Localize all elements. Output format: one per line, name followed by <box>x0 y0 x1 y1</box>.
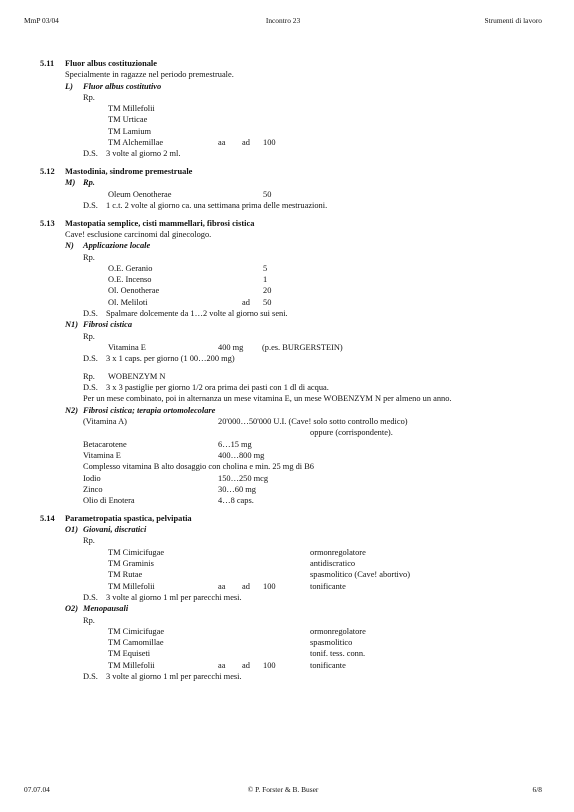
ingredient-qty: 1 <box>263 275 268 285</box>
ingredient: TM Urticae <box>108 115 148 125</box>
ingredient: O.E. Incenso <box>108 275 152 285</box>
ingredient-qty: 50 <box>263 189 272 199</box>
section-number: 5.11 <box>40 59 55 68</box>
section-number: 5.12 <box>40 167 55 177</box>
ingredient: Ol. Meliloti <box>108 297 148 307</box>
section-note: Cave! esclusione carcinomi dal ginecologo. <box>65 229 212 239</box>
ingredient: O.E. Geranio <box>108 263 153 273</box>
supplement-dose: 4…8 caps. <box>218 496 254 506</box>
ingredient: Ol. Oenotherae <box>108 286 160 296</box>
recipe-label: Rp. <box>83 331 95 341</box>
subsection-label: O2) <box>65 604 79 614</box>
supplement-dose: 6…15 mg <box>218 439 252 449</box>
dosage-text: 3 x 1 caps. per giorno (1 00…200 mg) <box>106 354 235 364</box>
supplement-dose: 150…250 mcg <box>218 473 269 483</box>
ingredient: Vitamina E <box>108 342 146 352</box>
ingredient-qty: 20 <box>263 286 272 296</box>
ingredient-ad: ad <box>242 138 250 148</box>
dosage-text: 3 volte al giorno 1 ml per parecchi mesi. <box>106 672 242 681</box>
dosage-label: D.S. <box>83 383 98 393</box>
ingredient-effect: antidiscratico <box>310 559 356 569</box>
supplement-name: Betacarotene <box>83 439 127 449</box>
ingredient-qty: 50 <box>263 297 272 307</box>
header-course: MmP 03/04 <box>24 16 59 25</box>
ingredient: TM Cimicifugae <box>108 626 165 636</box>
header-meeting: Incontro 23 <box>265 16 301 25</box>
subsection-title: Giovani, discratici <box>83 525 147 535</box>
ingredient-effect: ormonregolatore <box>310 626 366 636</box>
usage-note: Per un mese combinato, poi in alternanza un mese vitamina E, un mese WOBENZYM N per almeno un anno. <box>83 394 452 404</box>
recipe-label: Rp. <box>83 371 95 381</box>
dosage-label: D.S. <box>83 592 98 602</box>
ingredient-ad: ad <box>242 660 250 670</box>
recipe-label: Rp. <box>83 536 95 546</box>
subsection-label: N1) <box>65 320 79 330</box>
ingredient: TM Rutae <box>108 570 143 580</box>
recipe-label: Rp. <box>83 615 95 625</box>
dosage-label: D.S. <box>83 672 98 681</box>
dosage-label: D.S. <box>83 149 98 159</box>
dosage-text: Spalmare dolcemente da 1…2 volte al giorno sui seni. <box>106 309 288 319</box>
supplement-dose: 20'000…50'000 U.I. (Cave! solo sotto controllo medico) <box>218 417 408 427</box>
subsection-title: Applicazione locale <box>83 241 151 251</box>
ingredient: TM Graminis <box>108 559 154 569</box>
header-section: Strumenti di lavoro <box>484 16 542 25</box>
ingredient-aa: aa <box>218 138 226 148</box>
ingredient: TM Millefolii <box>108 660 155 670</box>
subsection-label: L) <box>65 81 73 91</box>
supplement-name: Complesso vitamina B alto dosaggio con cholina e min. 25 mg di B6 <box>83 462 314 472</box>
section-5-11 <box>40 58 540 160</box>
section-title: Parametropatia spastica, pelvipatia <box>65 513 192 523</box>
dosage-label: D.S. <box>83 200 98 210</box>
dosage-text: 3 volte al giorno 1 ml per parecchi mesi. <box>106 592 242 602</box>
ingredient: TM Millefolii <box>108 104 155 114</box>
subsection-label: N2) <box>65 405 79 415</box>
section-title: Fluor albus costituzionale <box>65 59 157 68</box>
ingredient: WOBENZYM N <box>108 371 166 381</box>
supplement-name: Vitamina E <box>83 450 121 460</box>
ingredient: Oleum Oenotherae <box>108 189 172 199</box>
ingredient-effect: tonificante <box>310 581 346 591</box>
footer-page-number: 6/8 <box>532 785 542 794</box>
ingredient-effect: spasmolitico (Cave! abortivo) <box>310 570 411 580</box>
supplement-name: Zinco <box>83 484 103 494</box>
document-body <box>40 58 540 682</box>
section-number: 5.13 <box>40 218 55 228</box>
supplement-name: Olio di Enotera <box>83 496 135 506</box>
dosage-label: D.S. <box>83 309 98 319</box>
subsection-label: M) <box>65 178 76 188</box>
ingredient-qty: 100 <box>263 581 276 591</box>
dosage-text: 3 volte al giorno 2 ml. <box>106 149 181 159</box>
section-5-13 <box>40 218 540 507</box>
ingredient-effect: spasmolitico <box>310 638 353 648</box>
supplement-name: Iodio <box>83 473 101 483</box>
section-5-14 <box>40 513 540 682</box>
ingredient-effect: tonif. tess. conn. <box>310 649 366 659</box>
section-note: Specialmente in ragazze nel periodo premestruale. <box>65 70 234 80</box>
dosage-text: 3 x 3 pastiglie per giorno 1/2 ora prima dei pasti con 1 dl di acqua. <box>106 383 329 393</box>
subsection-label: O1) <box>65 525 79 535</box>
section-number: 5.14 <box>40 513 55 523</box>
dosage-label: D.S. <box>83 354 98 364</box>
supplement-dose: oppure (corrispondente). <box>310 428 393 438</box>
subsection-title: Rp. <box>83 178 95 188</box>
ingredient: TM Cimicifugae <box>108 547 165 557</box>
ingredient: TM Camomillae <box>108 638 164 648</box>
subsection-title: Fibrosi cistica <box>83 320 133 330</box>
ingredient-aa: aa <box>218 660 226 670</box>
ingredient-effect: ormonregolatore <box>310 547 366 557</box>
supplement-name: (Vitamina A) <box>83 417 127 427</box>
ingredient-qty: 5 <box>263 263 268 273</box>
section-5-12 <box>40 166 540 211</box>
dosage-text: 1 c.t. 2 volte al giorno ca. una settimana prima delle mestruazioni. <box>106 200 328 210</box>
ingredient-dose: 400 mg <box>218 342 244 352</box>
brand-note: (p.es. BURGERSTEIN) <box>262 342 343 352</box>
footer-date: 07.07.04 <box>24 785 50 794</box>
footer-copyright: © P. Forster & B. Buser <box>247 785 319 794</box>
ingredient-ad: ad <box>242 297 250 307</box>
section-title: Mastodinia, sindrome premestruale <box>65 167 193 177</box>
ingredient-ad: ad <box>242 581 250 591</box>
subsection-title: Fibrosi cistica; terapia ortomolecolare <box>83 405 216 415</box>
ingredient-qty: 100 <box>263 138 276 148</box>
ingredient: TM Equiseti <box>108 649 151 659</box>
subsection-label: N) <box>65 241 74 251</box>
ingredient: TM Alchemillae <box>108 138 164 148</box>
ingredient-aa: aa <box>218 581 226 591</box>
subsection-title: Menopausali <box>83 604 129 614</box>
recipe-label: Rp. <box>83 252 95 262</box>
ingredient: TM Millefolii <box>108 581 155 591</box>
subsection-title: Fluor albus costitutivo <box>83 81 162 91</box>
section-title: Mastopatia semplice, cisti mammellari, fibrosi cistica <box>65 218 255 228</box>
supplement-dose: 30…60 mg <box>218 484 256 494</box>
supplement-dose: 400…800 mg <box>218 450 265 460</box>
ingredient-qty: 100 <box>263 660 276 670</box>
ingredient-effect: tonificante <box>310 660 346 670</box>
recipe-label: Rp. <box>83 92 95 102</box>
ingredient: TM Lamium <box>108 126 152 136</box>
